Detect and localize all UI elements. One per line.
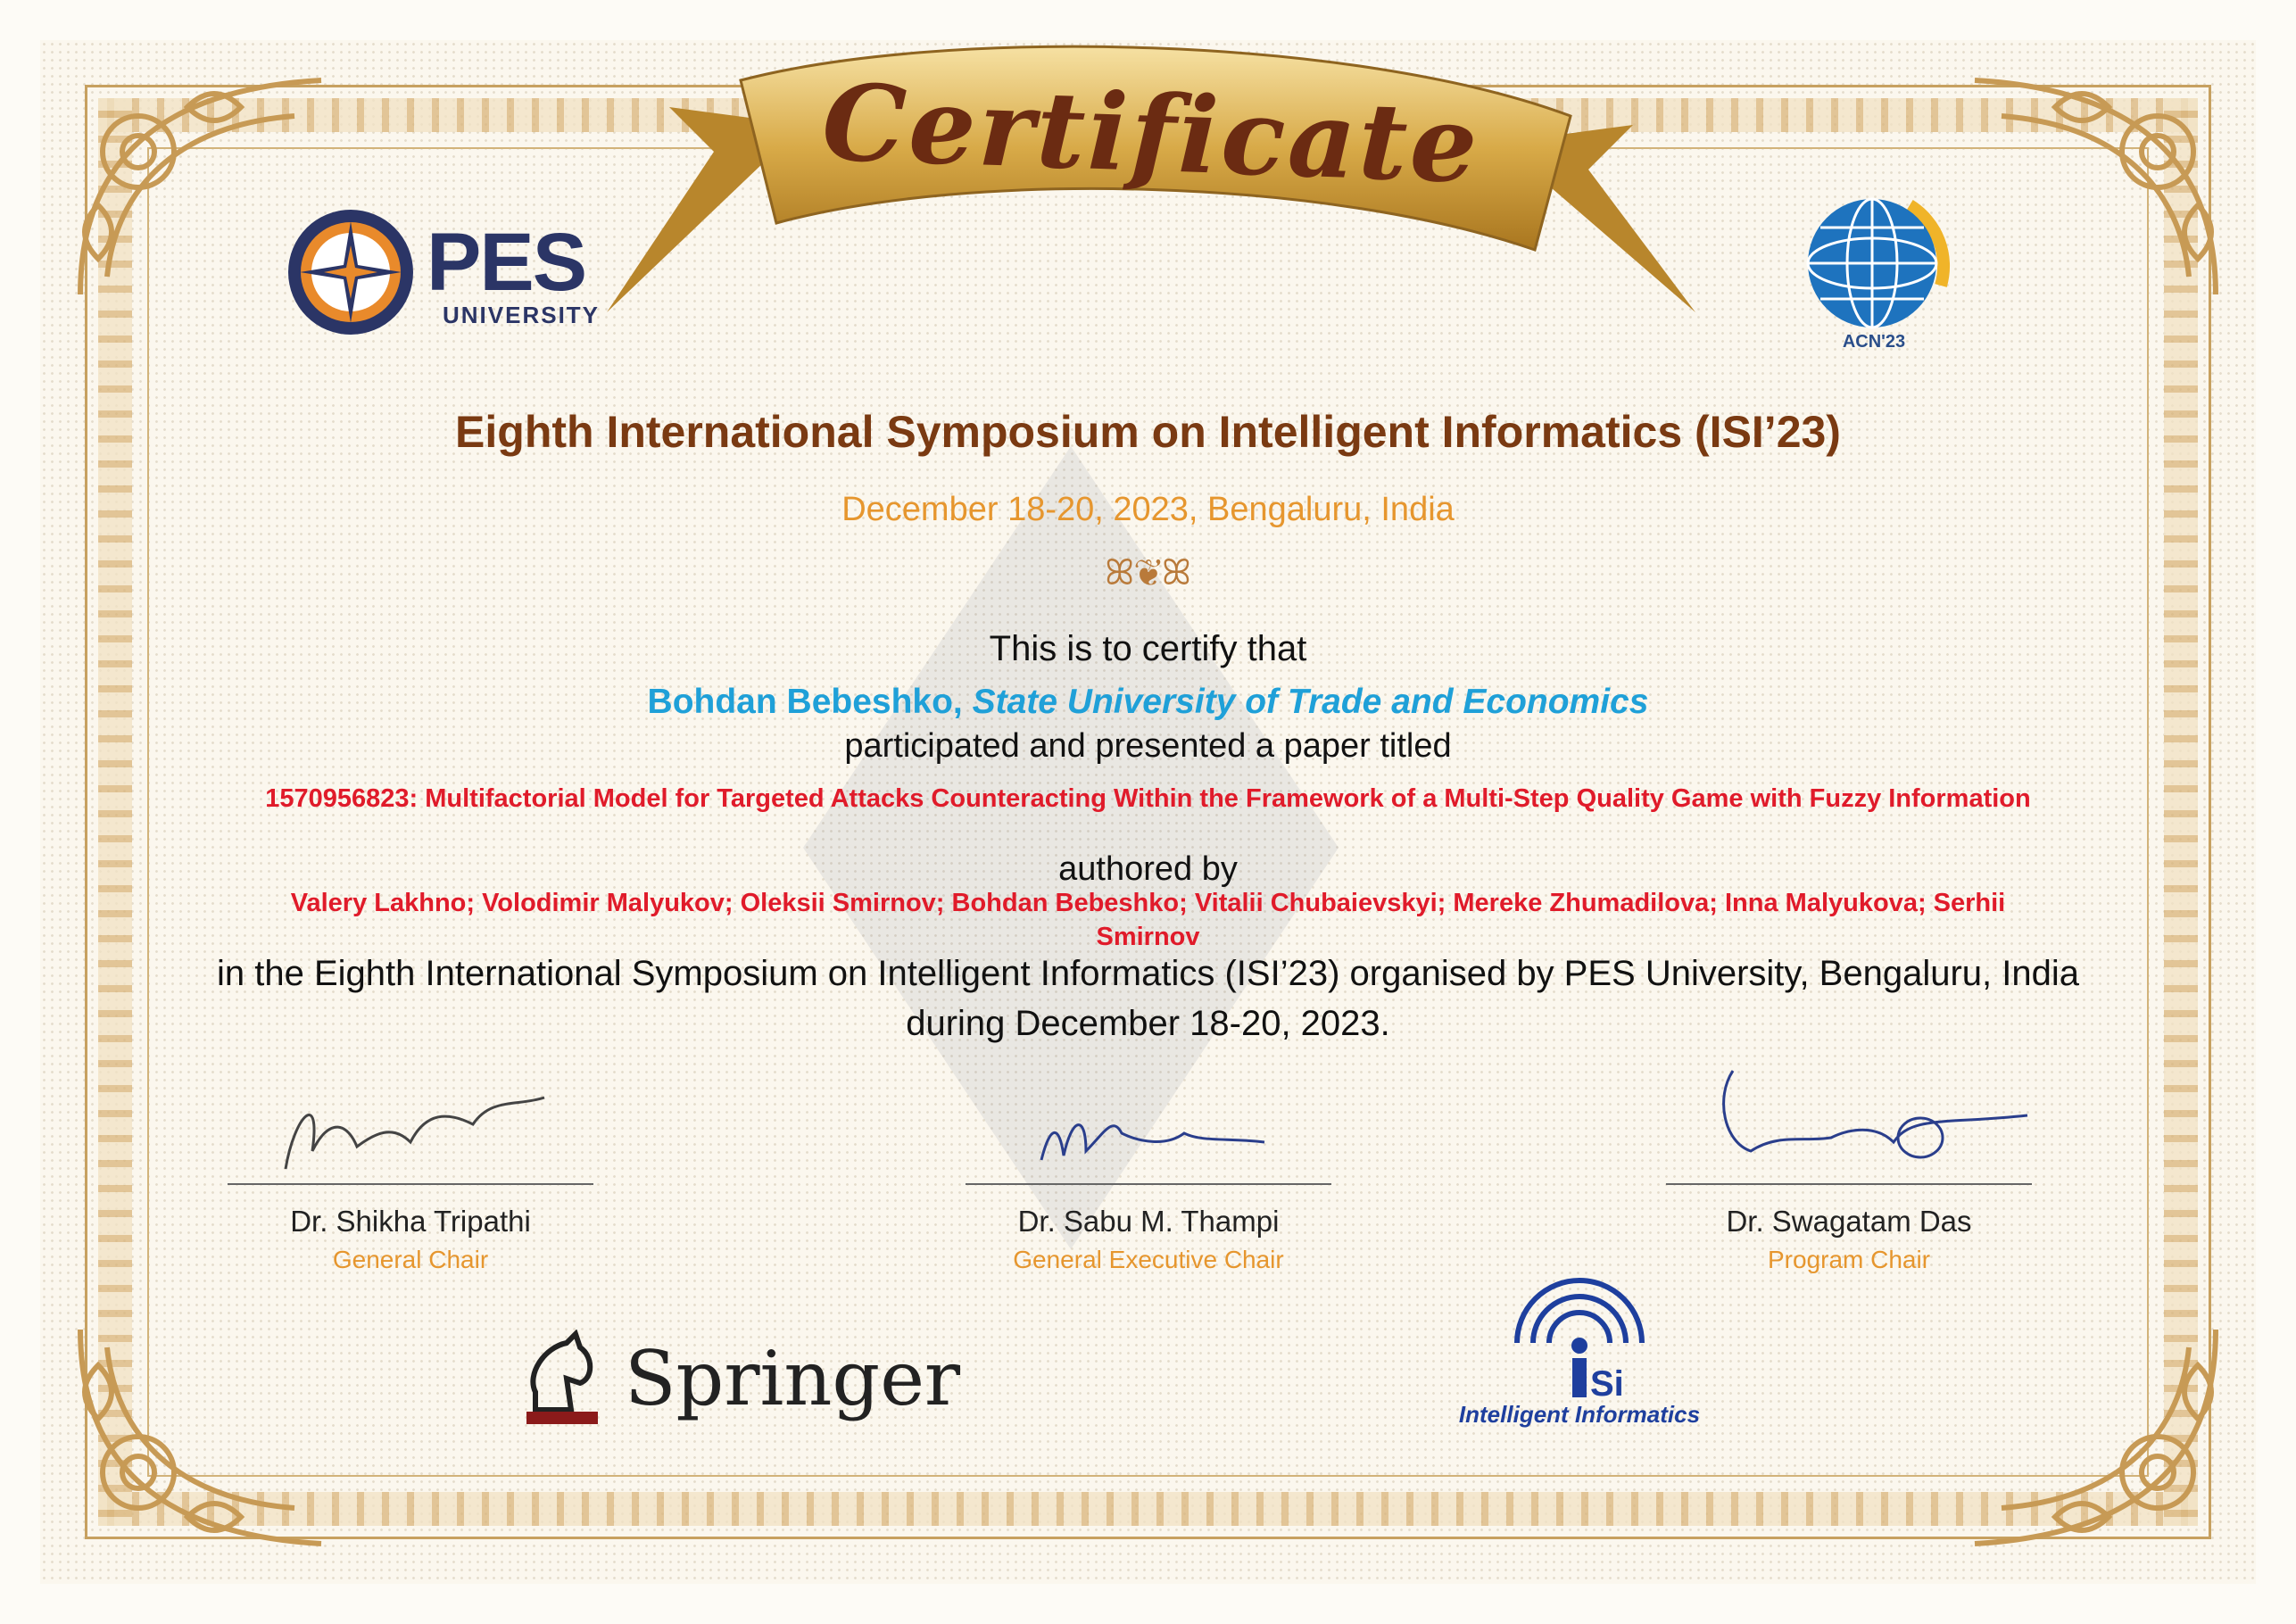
signatory-role: General Chair [332, 1246, 489, 1273]
author-list: Valery Lakhno; Volodimir Malyukov; Oleksii Smirnov; Bohdan Bebeshko; Vitalii Chubaievskyi; Mereke Zhumadilova; Inna Malyukova; Serhii Smirnov [290, 889, 2006, 951]
signature-icon [1662, 1062, 2036, 1178]
signature-icon [250, 1062, 571, 1178]
pes-university-logo [284, 205, 605, 339]
corner-ornament-icon [54, 1303, 375, 1570]
recipient-name: Bohdan Bebeshko, [647, 683, 973, 721]
signatory-program-chair [1662, 1062, 2036, 1274]
signatory-name: Dr. Sabu M. Thampi [1017, 1205, 1280, 1238]
isi-logo [1410, 1276, 1749, 1437]
signature-line [1666, 1183, 2032, 1185]
pes-logo-subtitle: UNIVERSITY [443, 302, 601, 328]
certify-text: This is to certify that [989, 629, 1307, 668]
globe-icon [1794, 187, 1954, 335]
signatory-executive-chair [961, 1062, 1336, 1274]
border-band-bottom [98, 1492, 2198, 1526]
event-dates: December 18-20, 2023, Bengaluru, India [841, 491, 1455, 528]
signature-line [966, 1183, 1331, 1185]
paper-title: 1570956823: Multifactorial Model for Targeted Attacks Counteracting Within the Framework of a Multi-Step Quality Game with Fuzzy Information [265, 784, 2031, 813]
signatory-role: General Executive Chair [1013, 1246, 1284, 1273]
signatory-role: Program Chair [1767, 1246, 1931, 1273]
event-title: Eighth International Symposium on Intelligent Informatics (ISI’23) [455, 407, 1841, 457]
signatory-general-chair [223, 1062, 598, 1274]
corner-ornament-icon [1921, 1303, 2242, 1570]
isi-logo-name: Intelligent Informatics [1458, 1401, 1701, 1428]
divider-flourish: ꕤ❦ꕤ [1105, 553, 1191, 592]
compass-icon [284, 205, 418, 339]
recipient-affiliation: State University of Trade and Economics [972, 683, 1649, 721]
banner-title: Certificate [820, 60, 1482, 207]
acn-logo [1794, 187, 1954, 357]
corner-ornament-icon [1921, 54, 2242, 321]
knight-icon [518, 1330, 607, 1428]
isi-icon [1410, 1276, 1749, 1401]
authored-by-text: authored by [1058, 850, 1238, 888]
signatory-name: Dr. Swagatam Das [1726, 1205, 1972, 1238]
springer-logo [518, 1330, 961, 1437]
svg-text:Si: Si [1590, 1364, 1624, 1401]
organised-text: in the Eighth International Symposium on Intelligent Informatics (ISI’23) organised by PES University, Bengaluru, India during December 18-20, 2023. [216, 954, 2079, 1043]
signatory-name: Dr. Shikha Tripathi [290, 1205, 531, 1238]
acn-logo-label: ACN'23 [1842, 332, 1906, 352]
pes-logo-name: PES [427, 217, 586, 308]
recipient-line [0, 683, 2296, 722]
springer-logo-name: Springer [625, 1335, 961, 1422]
participated-text: participated and presented a paper titled [844, 727, 1452, 765]
certificate-banner [571, 18, 1731, 375]
signature-line [228, 1183, 593, 1185]
signature-icon [988, 1062, 1309, 1178]
